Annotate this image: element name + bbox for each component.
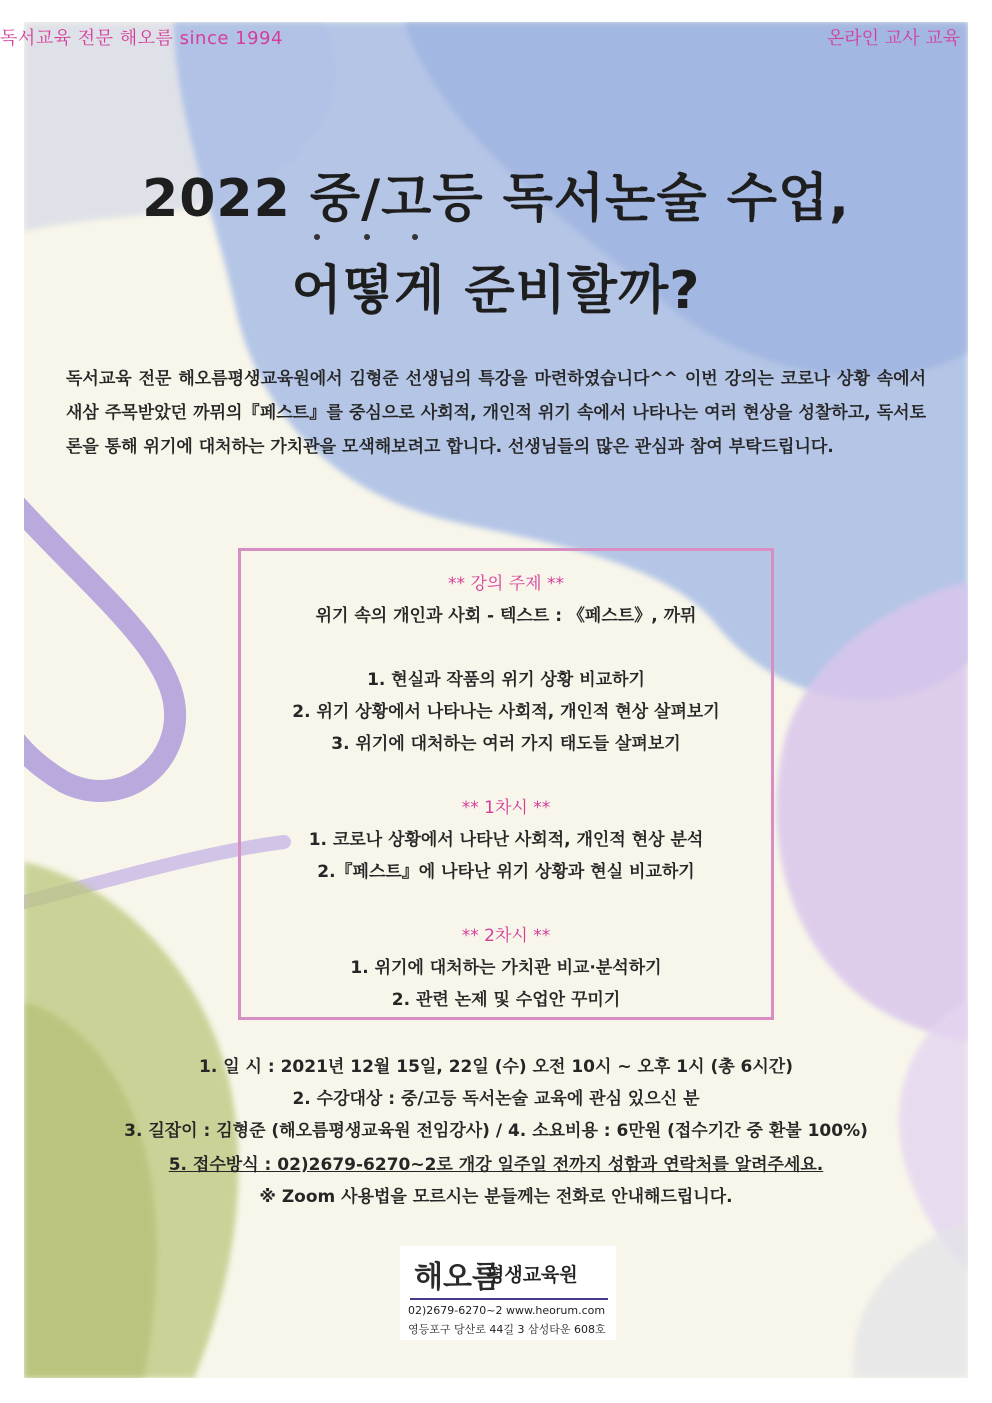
emphasis-dots <box>300 226 440 246</box>
poster-title-line2: 어떻게 준비할까? <box>291 261 701 321</box>
institute-logo <box>400 1246 616 1340</box>
detail-schedule: 1. 일 시 : 2021년 12월 15일, 22일 (수) 오전 10시 ~ 오후 1시 (총 6시간) <box>199 1057 793 1077</box>
topic-item: 2. 위기 상황에서 나타나는 사회적, 개인적 현상 살펴보기 <box>292 702 720 722</box>
session2-heading: ** 2차시 ** <box>461 926 551 946</box>
header-category-text: 온라인 교사 교육 <box>826 28 960 49</box>
intro-paragraph: 독서교육 전문 해오름평생교육원에서 김형준 선생님의 특강을 마련하였습니다^^ 이번 강의는 코로나 상황 속에서 새삼 주목받았던 까뮈의『페스트』를 중심으로 사회적, 개인적 위기 속에서 나타나는 여러 현상을 성찰하고, 독서토론을 통해 위기에 대처하는 가치관을 모색해보려고 합니다. 선생님들의 많은 관심과 참여 부탁드립니다. <box>66 369 926 457</box>
topic-text: 위기 속의 개인과 사회 - 텍스트 : 《페스트》, 까뮈 <box>315 606 697 626</box>
logo-contact: 02)2679-6270~2 www.heorum.com <box>408 1304 606 1317</box>
session2-item: 1. 위기에 대처하는 가치관 비교·분석하기 <box>350 958 662 978</box>
logo-divider <box>410 1298 608 1300</box>
detail-audience: 2. 수강대상 : 중/고등 독서논술 교육에 관심 있으신 분 <box>292 1089 700 1109</box>
topic-item: 1. 현실과 작품의 위기 상황 비교하기 <box>367 670 645 690</box>
header-brand-text: 독서교육 전문 해오름 since 1994 <box>0 28 283 49</box>
emphasis-dot <box>412 234 418 240</box>
logo-mark: 해오름 <box>414 1260 501 1295</box>
emphasis-dot <box>364 234 370 240</box>
lecture-outline-box <box>238 548 774 1020</box>
detail-instructor-fee: 3. 길잡이 : 김형준 (해오름평생교육원 전임강사) / 4. 소요비용 : 6만원 (접수기간 중 환불 100%) <box>124 1121 868 1141</box>
session1-heading: ** 1차시 ** <box>461 798 551 818</box>
session1-item: 1. 코로나 상황에서 나타난 사회적, 개인적 현상 분석 <box>308 830 704 850</box>
logo-address: 영등포구 당산로 44길 3 삼성타운 608호 <box>408 1323 606 1336</box>
session1-item: 2.『페스트』에 나타난 위기 상황과 현실 비교하기 <box>317 862 695 882</box>
session2-item: 2. 관련 논제 및 수업안 꾸미기 <box>391 990 621 1010</box>
poster-title-line1: 2022 중/고등 독서논술 수업, <box>142 169 850 229</box>
topic-heading: ** 강의 주제 ** <box>448 574 564 594</box>
emphasis-dot <box>314 234 320 240</box>
detail-zoom-note: ※ Zoom 사용법을 모르시는 분들께는 전화로 안내해드립니다. <box>259 1187 733 1207</box>
topic-item: 3. 위기에 대처하는 여러 가지 태도들 살펴보기 <box>331 734 681 754</box>
detail-registration <box>0 1150 992 1175</box>
logo-name: 평생교육원 <box>486 1264 578 1286</box>
registration-text: 5. 접수방식 : 02)2679-6270~2로 개강 일주일 전까지 성함과 연락처를 알려주세요. <box>168 1155 824 1175</box>
